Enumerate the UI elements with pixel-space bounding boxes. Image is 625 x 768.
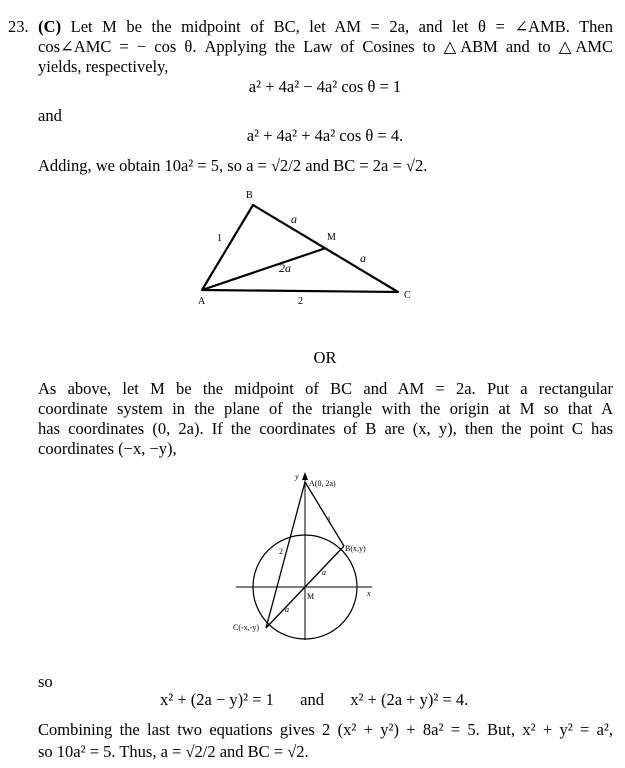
side-label-MC: a xyxy=(360,251,366,265)
point-label-A: A(0, 2a) xyxy=(309,479,336,488)
axis-label-y: y xyxy=(295,472,299,481)
equation-3-right: x² + (2a + y)² = 4. xyxy=(350,690,469,709)
answer-choice: (C) xyxy=(38,17,62,36)
length-label-MB: a xyxy=(322,568,326,577)
median-label-AM: 2a xyxy=(279,261,291,275)
vertex-label-B: B xyxy=(246,190,253,201)
side-label-AC: 2 xyxy=(298,296,303,307)
method2-line-4: coordinates (−x, −y), xyxy=(38,439,177,458)
final-line-1: Combining the last two equations gives 2 (x² + y²) + 8a² = 5. But, x² + y² = a², xyxy=(38,720,613,739)
y-axis-arrow xyxy=(302,472,308,480)
point-label-M: M xyxy=(307,592,315,601)
problem-text-2: cos∠AMC = − cos θ. Applying the Law of Cosines to △ABM and to △AMC xyxy=(38,37,613,56)
segment-AB xyxy=(305,482,344,546)
length-label-AB: 1 xyxy=(327,515,331,524)
equation-1: a² + 4a² − 4a² cos θ = 1 xyxy=(248,77,402,96)
final-line-2: so 10a² = 5. Thus, a = √2/2 and BC = √2. xyxy=(38,742,309,761)
vertex-label-M: M xyxy=(327,232,336,243)
side-label-BM: a xyxy=(291,212,297,226)
axis-label-x: x xyxy=(367,589,371,598)
method2-line-2: coordinate system in the plane of the triangle with the origin at M so that A xyxy=(38,399,613,418)
equation-3-and: and xyxy=(300,690,324,709)
problem-number: 23. xyxy=(8,17,29,36)
method2-line-3: has coordinates (0, 2a). If the coordinates of B are (x, y), then the point C has xyxy=(38,419,613,438)
side-label-AB: 1 xyxy=(217,233,222,244)
point-label-B: B(x,y) xyxy=(345,544,366,553)
or-separator: OR xyxy=(313,348,337,367)
equation-3-left: x² + (2a − y)² = 1 xyxy=(160,690,274,709)
conclusion-line-1: Adding, we obtain 10a² = 5, so a = √2/2 and BC = 2a = √2. xyxy=(38,156,428,175)
and-word: and xyxy=(38,106,62,125)
problem-text-3: yields, respectively, xyxy=(38,57,169,76)
length-label-MC: a xyxy=(285,605,289,614)
vertex-label-A: A xyxy=(198,296,206,307)
method2-line-1: As above, let M be the midpoint of BC and AM = 2a. Put a rectangular xyxy=(38,379,613,398)
problem-text-1: Let M be the midpoint of BC, let AM = 2a, and let θ = ∠AMB. Then xyxy=(70,17,614,36)
equation-3 xyxy=(160,690,468,710)
vertex-label-C: C xyxy=(404,290,411,301)
so-word: so xyxy=(38,672,53,691)
equation-2: a² + 4a² + 4a² cos θ = 4. xyxy=(246,126,404,145)
point-label-C: C(-x,-y) xyxy=(233,623,259,632)
length-label-AC: 2 xyxy=(279,547,283,556)
